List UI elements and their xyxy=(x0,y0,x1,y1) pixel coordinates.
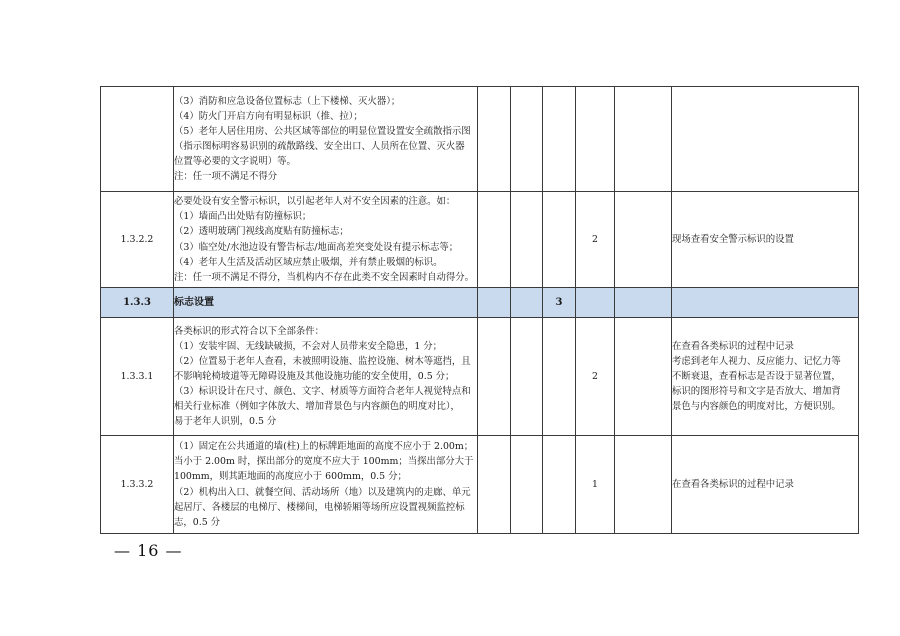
criteria-line: 100mm，则其距地面的高度应小于 600mm，0.5 分； xyxy=(174,471,407,483)
grade-cell-c1 xyxy=(478,318,511,436)
criteria-line: （3）标识设计在尺寸、颜色、文字、材质等方面符合老年人视觉特点和 xyxy=(174,386,471,398)
grade-cell-c5 xyxy=(615,192,672,288)
grade-cell-c5 xyxy=(615,288,672,318)
method-cell xyxy=(672,318,859,436)
criteria-line: 起居厅、各楼层的电梯厅、楼梯间，电梯轿厢等场所应设置视频监控标 xyxy=(174,501,465,513)
item-number: 1.3.2.2 xyxy=(101,192,174,288)
score-cell: 1 xyxy=(576,436,615,534)
criteria-line: 注：任一项不满足不得分，当机构内不存在此类不安全因素时自动得分。 xyxy=(174,271,475,283)
method-cell xyxy=(672,288,859,318)
criteria-line: （2）机构出入口、就餐空间、活动场所（地）以及建筑内的走廊、单元 xyxy=(174,486,471,498)
page-number: — 16 — xyxy=(114,541,183,560)
method-line: 不断衰退，查看标志是否设于显著位置， xyxy=(672,370,841,382)
criteria-line: 各类标识的形式符合以下全部条件： xyxy=(174,325,325,337)
criteria-line: 易于老年人识别，0.5 分 xyxy=(174,416,277,428)
criteria-line: 标志设置 xyxy=(174,296,214,308)
criteria-line: 志，0.5 分 xyxy=(174,516,221,528)
grade-cell-c3 xyxy=(543,436,576,534)
criteria-line: （3）消防和应急设备位置标志（上下楼梯、灭火器）； xyxy=(174,95,401,107)
criteria-cell xyxy=(174,288,478,318)
grade-cell-c2 xyxy=(511,436,543,534)
table-row xyxy=(101,288,859,318)
item-number: 1.3.3.2 xyxy=(101,436,174,534)
item-number: 1.3.3.1 xyxy=(101,318,174,436)
method-cell xyxy=(672,87,859,192)
grade-cell-c1 xyxy=(478,436,511,534)
grade-cell-c1 xyxy=(478,288,511,318)
method-line: 景色与内容颜色的明度对比，方便识别。 xyxy=(672,401,841,413)
criteria-line: 当小于 2.00m 时，探出部分的宽度不应大于 100mm；当探出部分大于 xyxy=(174,456,474,468)
criteria-line: （2）透明玻璃门视线高度贴有防撞标志； xyxy=(174,226,349,238)
criteria-line: （2）位置易于老年人查看，未被照明设施、监控设施、树木等遮挡，且 xyxy=(174,355,471,367)
method-cell xyxy=(672,436,859,534)
grade-cell-c1 xyxy=(478,87,511,192)
grade-cell-c5 xyxy=(615,436,672,534)
table-row xyxy=(101,192,859,288)
assessment-table xyxy=(100,86,859,534)
criteria-cell xyxy=(174,318,478,436)
criteria-line: （1）安装牢固、无线缺破损，不会对人员带来安全隐患，1 分； xyxy=(174,340,443,352)
grade-cell-c2 xyxy=(511,288,543,318)
criteria-cell xyxy=(174,436,478,534)
grade-cell-c2 xyxy=(511,318,543,436)
score-cell xyxy=(576,87,615,192)
criteria-line: 位置等必要的文字说明）等。 xyxy=(174,156,296,168)
grade-cell-c2 xyxy=(511,87,543,192)
table-row xyxy=(101,318,859,436)
grade-cell-c3 xyxy=(543,87,576,192)
grade-cell-c3 xyxy=(543,318,576,436)
criteria-line: （3）临空处/水池边设有警告标志/地面高差突变处设有提示标志等； xyxy=(174,241,459,253)
criteria-line: （指示图标明容易识别的疏散路线、安全出口、人员所在位置、灭火器 xyxy=(174,141,465,152)
grade-cell-c3: 3 xyxy=(543,288,576,318)
grade-cell-c5 xyxy=(615,318,672,436)
method-cell xyxy=(672,192,859,288)
method-line: 在查看各类标识的过程中记录 xyxy=(672,478,794,490)
score-cell: 2 xyxy=(576,192,615,288)
grade-cell-c5 xyxy=(615,87,672,192)
criteria-line: 相关行业标准（例如字体放大、增加背景色与内容颜色的明度对比）， xyxy=(174,401,460,413)
grade-cell-c1 xyxy=(478,192,511,288)
table-row xyxy=(101,87,859,192)
method-line: 现场查看安全警示标识的设置 xyxy=(672,233,794,245)
criteria-line: （4）防火门开启方向有明显标识（推、拉）； xyxy=(174,110,363,122)
grade-cell-c3 xyxy=(543,192,576,288)
method-line: 考虑到老年人视力、反应能力、记忆力等 xyxy=(672,355,841,367)
item-number: 1.3.3 xyxy=(101,288,174,318)
method-line: 在查看各类标识的过程中记录 xyxy=(672,340,794,352)
criteria-line: （1）固定在公共通道的墙(柱)上的标牌距地面的高度不应小于 2.00m； xyxy=(174,441,474,453)
item-number xyxy=(101,87,174,192)
criteria-line: （5）老年人居住用房、公共区域等部位的明显位置设置安全疏散指示图 xyxy=(174,125,471,137)
criteria-line: （4）老年人生活及活动区域应禁止吸烟，并有禁止吸烟的标识。 xyxy=(174,256,443,268)
criteria-line: 注：任一项不满足不得分 xyxy=(174,171,278,183)
criteria-cell xyxy=(174,87,478,192)
grade-cell-c2 xyxy=(511,192,543,288)
criteria-cell xyxy=(174,192,478,288)
criteria-line: （1）墙面凸出处贴有防撞标识； xyxy=(174,211,312,223)
score-cell: 2 xyxy=(576,318,615,436)
criteria-line: 必要处设有安全警示标识，以引起老年人对不安全因素的注意。如： xyxy=(174,196,456,208)
score-cell xyxy=(576,288,615,318)
criteria-line: 不影响轮椅坡道等无障碍设施及其他设施功能的安全使用，0.5 分； xyxy=(174,370,455,382)
method-line: 标识的图形符号和文字是否放大、增加背 xyxy=(672,386,841,398)
table-row xyxy=(101,436,859,534)
